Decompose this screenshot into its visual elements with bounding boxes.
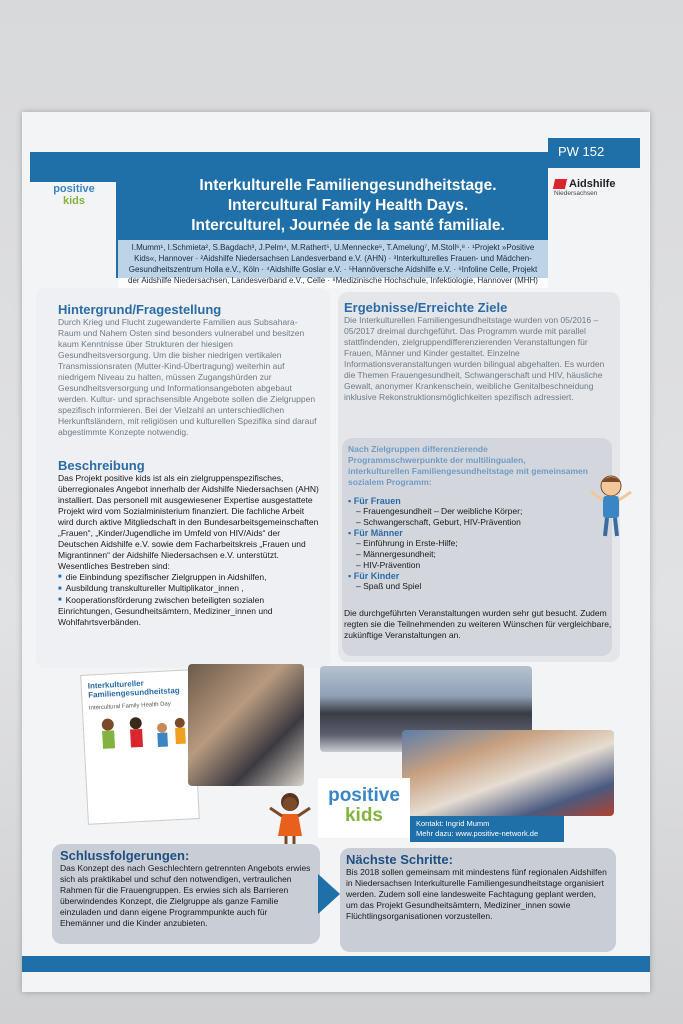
beschreibung-heading: Beschreibung: [58, 458, 145, 473]
contact-website: Mehr dazu: www.positive-network.de: [416, 829, 539, 838]
ergebnisse-text: Die Interkulturellen Familiengesundheitstage wurden von 05/2016 – 05/2017 dreimal durchgeführt. Das Programm wurde mit parallel stattfindenden, zielgruppendifferenzierenden Veranstaltungen für Frauen, Männer und Kinder gestaltet. Einzelne Informationsveranstaltungen wurden bilingual abgehalten. Es wurden die Themen Frauengesundheit, Schwangerschaft und HIV, häusliche Gewalt, anonymer Krankenschein, weibliche Genitalbeschneidung inklusive Rekonstruktionsmöglichkeiten spezifisch adressiert.: [344, 315, 605, 402]
hintergrund-text: Durch Krieg und Flucht zugewanderte Familien aus Subsahara-Raum und Nahem Osten sind besonders vulnerabel und besitzen kaum Kenntnisse über Strukturen der hiesigen Gesundheitsversorgung. Um die bisher niedrigen vertikalen Transmissionsraten (Mutter-Kind-Übertragung) weiterhin auf niedrigem Niveau zu halten, müssen Zugangshürden zur Gesundheitsversorgung und Informationsangeboten abgebaut werden. Kultur- und sprachsensible Angebote sollen die Zielgruppen spezifisch informieren. Bei der Vielzahl an unterschiedlichen Herkunftsländern, mit religiösen und kulturellen Spezifika sind darauf abgestimmte Konzepte notwendig.: [58, 317, 317, 437]
contact-person: Kontakt: Ingrid Mumm: [416, 819, 490, 828]
schluss-section: [60, 848, 312, 929]
aidshilfe-logo: Aidshilfe Niedersachsen: [554, 178, 616, 197]
aims-label: Wesentliches Bestreben sind:: [58, 561, 170, 571]
positive-kids-logo-small: positive kids: [53, 183, 95, 207]
ergebnisse-heading: Ergebnisse/Erreichte Ziele: [344, 300, 508, 315]
group-item: – Männergesundheit;: [356, 549, 436, 559]
naechste-heading: Nächste Schritte:: [346, 852, 453, 867]
author-list: I.Mumm¹, I.Schmieta², S.Bagdach³, J.Pelm⁴, M.Rathert⁵, U.Mennecke⁶, T.Amelung⁷, M.Stoll⁶,⁸ · ¹Projekt »Positive Kids«, Hannover · ²Aidshilfe Niedersachsen Landesverband e.V. (AHN) · ³Interkulturelles Frauen- und Mädchen-Gesundheitszentrum Holla e.V., Köln · ⁴Aidshilfe Goslar e.V. · ⁵Hannöversche Aidshilfe e.V. · ⁶Infoline Celle, Projekt der Aidshilfe Niedersachsen, Landesverband e.V., Celle · ⁸Medizinische Hochschule, Infektiologie, Hannover (MHH): [118, 240, 548, 288]
photo-children-group: [402, 730, 614, 816]
hintergrund-heading: Hintergrund/Fragestellung: [58, 302, 222, 317]
group-item: – HIV-Prävention: [356, 560, 421, 570]
naechste-text: Bis 2018 sollen gemeinsam mit mindestens fünf regionalen Aidshilfen in Niedersachsen Interkulturelle Familiengesundheitstage organisiert werden. Zudem soll eine landesweite Fachtagung geplant werden, um das Projekt Gesundheitsämtern, Mediziner_innen sowie Flüchtlingsorganisationen vorzustellen.: [346, 867, 607, 921]
poster-code: PW 152: [548, 138, 640, 168]
footer-bar: [22, 956, 650, 972]
aim-item: ■ Ausbildung transkultureller Multiplikator_innen ,: [58, 583, 320, 594]
naechste-section: [346, 852, 610, 922]
group-item: – Schwangerschaft, Geburt, HIV-Prävention: [356, 517, 521, 527]
aims-list: [58, 572, 320, 628]
program-box-content: [348, 444, 588, 592]
positive-kids-logo-large: positive kids: [318, 778, 410, 838]
schluss-text: Das Konzept des nach Geschlechtern getrennten Angebots erwies sich als praktikabel und schuf den notwendigen, vertraulichen Rahmen für die Frauengruppen. Es erwies sich als Barrieren überwindendes Konzept, die Zielgruppe als ganze Familie einzuladen und dann eigene Programmpunkte auch für Ehemänner und die Kinder anzubieten.: [60, 863, 311, 928]
flyer-illustration-icon: [89, 710, 191, 765]
group-title-frauen: ▪ Für Frauen: [348, 496, 401, 506]
program-box-heading: Nach Zielgruppen differenzierende Programmschwerpunkte der multilingualen, interkulturellen Familiengesundheitstage mit gemeinsamen sozialem Programm:: [348, 444, 588, 487]
ergebnisse-section: [344, 300, 614, 403]
aim-item: ■ die Einbindung spezifischer Zielgruppen in Aidshilfen,: [58, 572, 320, 583]
beschreibung-text: Das Projekt positive kids ist als ein zielgruppenspezifisches, überregionales Angebot innerhalb der Aidshilfe Niedersachsen (AHN) installiert. Das personell mit ausgewiesener Expertise ausgestattete Projekt wird vom Sozialministerium finanziert. Die fachliche Arbeit wird durch aktive Mitgliedschaft in den Bundesarbeitsgemeinschaften „Frauen“, „Kinder/Jugendliche im Umfeld von HIV/Aids“ der Deutschen Aidshilfe e.V. sowie dem Facharbeitskreis „Frauen und Migrantinnen“ der Aidshilfe Niedersachsen e.V. unterstützt.: [58, 473, 319, 560]
poster-title: Interkulturelle Familiengesundheitstage. Intercultural Family Health Days. Interculturel, Journée de la santé familiale.: [191, 177, 505, 234]
aim-item: ■ Kooperationsförderung zwischen beteiligten sozialen Einrichtungen, Gesundheitsämtern, Mediziner_innen und Wohlfahrtsverbänden.: [58, 595, 320, 628]
beschreibung-section: [58, 458, 320, 628]
group-item: – Einführung in Erste-Hilfe;: [356, 538, 458, 548]
group-title-kinder: ▪ Für Kinder: [348, 571, 400, 581]
schluss-heading: Schlussfolgerungen:: [60, 848, 190, 863]
ergebnisse-closing: Die durchgeführten Veranstaltungen wurden sehr gut besucht. Zudem regten sie die Teilnehmenden zu weiteren Wünschen für vergleichbare, zukünftige Veranstaltungen an.: [344, 608, 612, 640]
hintergrund-section: [58, 302, 320, 438]
group-title-maenner: ▪ Für Männer: [348, 528, 403, 538]
contact-box: [410, 816, 564, 842]
group-item: – Frauengesundheit – Der weibliche Körper;: [356, 506, 523, 516]
photo-women-group: [188, 664, 304, 786]
group-item: – Spaß und Spiel: [356, 581, 422, 591]
header-bar-left: [30, 152, 116, 182]
event-flyer: Interkultureller Familiengesundheitstag Intercultural Family Health Day: [80, 669, 200, 825]
arrow-right-icon: [318, 874, 340, 914]
child-figure-icon: [588, 474, 634, 540]
aidshilfe-mark-icon: [553, 179, 567, 189]
poster: [22, 112, 650, 992]
